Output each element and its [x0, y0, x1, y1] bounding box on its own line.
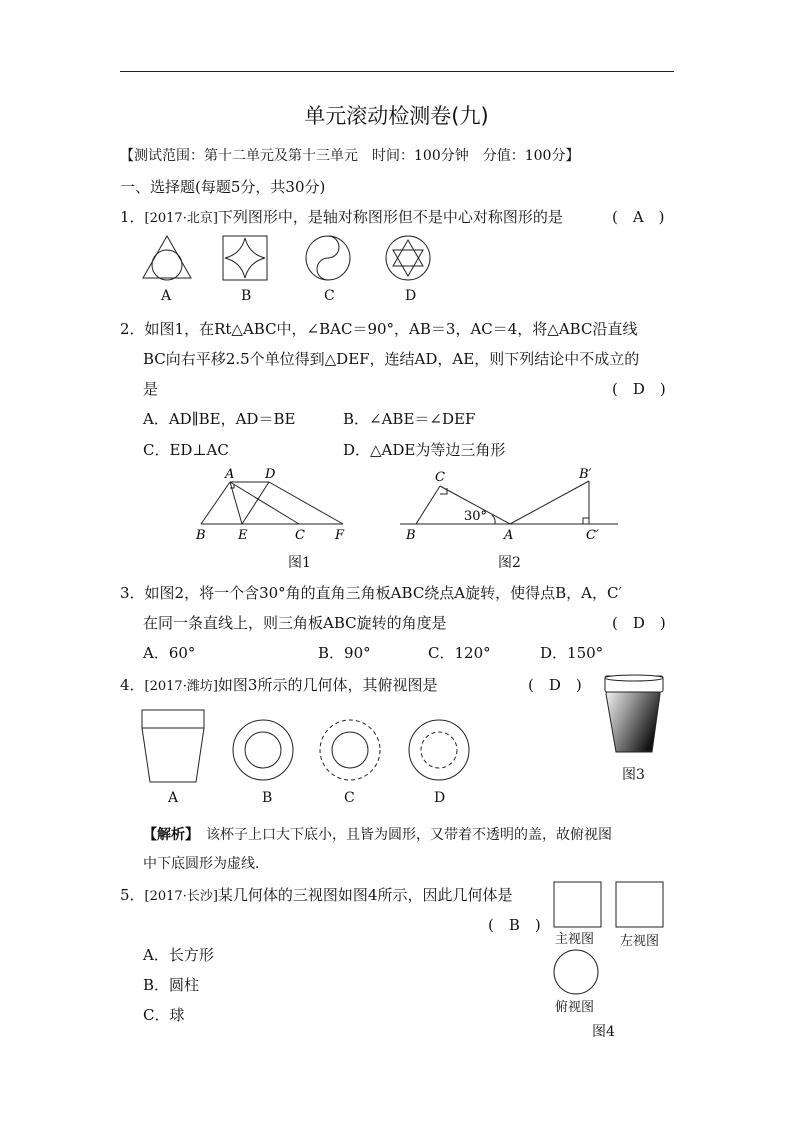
fig1-label-c: C [295, 528, 305, 543]
fig2-label-a: A [504, 528, 514, 543]
q2-option-b: B．∠ABE＝∠DEF [343, 410, 476, 428]
fig4-caption: 图4 [592, 1024, 615, 1040]
q1-text: 下列图形中，是轴对称图形但不是中心对称图形的是 [217, 208, 563, 226]
header-info: 【测试范围：第十二单元及第十三单元 时间：100分钟 分值：100分】 [120, 148, 580, 164]
q4-option-b-shape [233, 720, 293, 780]
q2-answer: ( D ) [612, 380, 666, 398]
q3-text-1: 如图2，将一个含30°角的直角三角板ABC绕点A旋转，使得点B，A，C′ [144, 584, 622, 602]
q4-answer: ( D ) [528, 676, 582, 694]
q4-num: 4． [120, 676, 145, 694]
q4-option-a-shape [142, 710, 204, 782]
fig1-label-e: E [238, 528, 248, 543]
fig1-caption: 图1 [288, 555, 311, 571]
q5-option-c: C．球 [143, 1006, 185, 1024]
q5-option-b: B．圆柱 [143, 976, 200, 994]
q4-option-a: A [168, 790, 179, 806]
q1-option-a: A [161, 288, 172, 304]
q1-num: 1． [120, 208, 145, 226]
q4-text: 如图3所示的几何体，其俯视图是 [217, 676, 438, 694]
page-title: 单元滚动检测卷(九) [304, 104, 489, 128]
side-view-square [616, 882, 663, 927]
q1-shape-b [223, 236, 267, 280]
top-rule [120, 71, 674, 72]
figure-2 [398, 466, 623, 546]
fig2-label-c-prime: C′ [586, 528, 599, 543]
q4-option-b: B [262, 790, 273, 806]
q1-answer: ( A ) [612, 208, 665, 226]
q2-line3: 是 [143, 380, 159, 398]
q1-figures [135, 232, 455, 292]
q3-option-d: D．150° [540, 644, 604, 662]
figure-3-cup [600, 672, 670, 760]
q1-shape-a [143, 236, 191, 280]
analysis-line2: 中下底圆形为虚线． [143, 856, 269, 872]
q2-text-1: 如图1，在Rt△ABC中，∠BAC＝90°，AB＝3，AC＝4，将△ABC沿直线 [144, 320, 638, 338]
q2-line1 [120, 318, 637, 339]
front-view-square [554, 882, 601, 927]
q3-option-a: A．60° [143, 644, 196, 662]
fig1-label-d: D [265, 467, 276, 482]
q3-line2: 在同一条直线上，则三角板ABC旋转的角度是 [143, 614, 447, 632]
q3-option-b: B．90° [318, 644, 371, 662]
top-view-label: 俯视图 [555, 1000, 595, 1015]
q4-stem [120, 674, 437, 695]
fig1-label-b: B [196, 528, 206, 543]
top-view-circle [554, 950, 598, 994]
q2-option-c: C．ED⊥AC [143, 441, 229, 459]
q1-shape-c [306, 236, 350, 280]
analysis-line1 [143, 824, 612, 844]
q2-option-d: D．△ADE为等边三角形 [343, 441, 506, 459]
q1-shape-d [386, 236, 430, 280]
q5-option-a: A．长方形 [143, 946, 214, 964]
q2-option-a: A．AD∥BE，AD＝BE [143, 410, 296, 428]
q1-option-b: B [241, 288, 252, 304]
section-heading: 一、选择题(每题5分，共30分) [120, 178, 326, 196]
q5-stem [120, 884, 512, 905]
q3-answer: ( D ) [612, 614, 666, 632]
fig2-caption: 图2 [498, 555, 521, 571]
q1-option-d: D [405, 288, 417, 304]
q4-option-d: D [434, 790, 446, 806]
q3-option-c: C．120° [428, 644, 491, 662]
q4-option-c: C [344, 790, 355, 806]
q1-stem [120, 206, 563, 227]
side-view-label: 左视图 [620, 934, 660, 949]
q1-option-c: C [324, 288, 335, 304]
q5-source: [2017·长沙] [144, 889, 218, 904]
q2-line2: BC向右平移2.5个单位得到△DEF，连结AD，AE，则下列结论中不成立的 [143, 350, 640, 368]
q3-line1 [120, 582, 622, 603]
figure-1 [195, 466, 355, 546]
analysis-text-1: 该杯子上口大下底小，且皆为圆形，又带着不透明的盖，故俯视图 [206, 827, 612, 843]
q4-source: [2017·潍坊] [144, 679, 218, 694]
q5-answer: ( B ) [488, 916, 541, 934]
q3-num: 3． [120, 584, 145, 602]
fig1-label-f: F [335, 528, 345, 543]
fig2-angle-label: 30° [464, 509, 488, 524]
q1-source: [2017·北京] [144, 211, 218, 226]
q5-num: 5． [120, 886, 145, 904]
fig2-label-c: C [435, 470, 445, 485]
fig2-label-b: B [406, 528, 416, 543]
q4-option-d-shape [409, 720, 469, 780]
fig3-caption: 图3 [622, 767, 645, 783]
analysis-label: 【解析】 [143, 827, 192, 843]
q4-figures [138, 706, 458, 788]
q4-option-c-shape [320, 720, 380, 780]
q5-text: 某几何体的三视图如图4所示，因此几何体是 [217, 886, 513, 904]
front-view-label: 主视图 [555, 932, 595, 947]
fig2-label-b-prime: B′ [579, 467, 592, 482]
fig1-label-a: A [225, 467, 235, 482]
q2-num: 2． [120, 320, 145, 338]
